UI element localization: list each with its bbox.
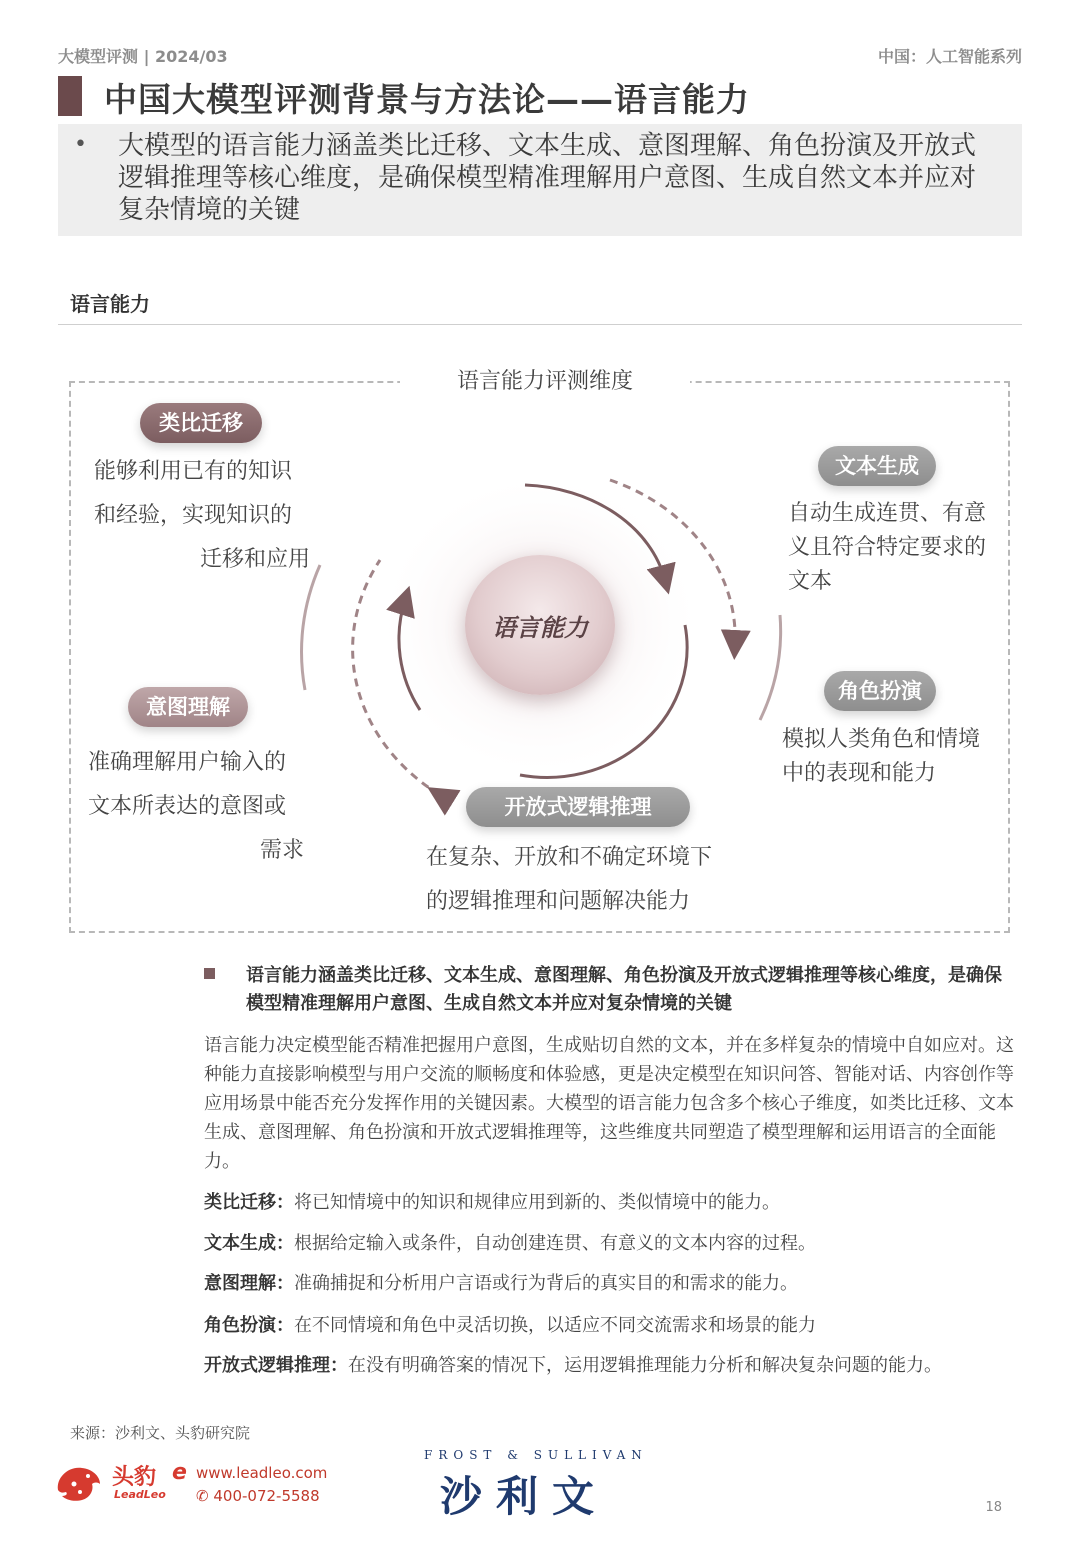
node-analogy-line: 和经验，实现知识的: [94, 503, 293, 528]
definition-desc: 将已知情境中的知识和规律应用到新的、类似情境中的能力。: [294, 1192, 780, 1213]
definition-item: [204, 1229, 1024, 1255]
frost-sullivan-wordmark: FROST & SULLIVAN: [424, 1448, 648, 1462]
definition-term: 意图理解：: [204, 1273, 294, 1294]
node-textgen-desc: [788, 497, 1008, 599]
leadleo-phone: [196, 1487, 320, 1505]
phone-icon: ✆: [196, 1487, 209, 1505]
definition-desc: 在不同情境和角色中灵活切换，以适应不同交流需求和场景的能力: [294, 1315, 816, 1336]
node-textgen-line: 自动生成连贯、有意: [788, 501, 987, 526]
frost-sullivan-cn-logo: 沙利文: [440, 1472, 609, 1521]
summary-bullet: •: [74, 132, 87, 157]
node-intent-desc: [88, 741, 304, 873]
node-roleplay-pill: 角色扮演: [824, 671, 936, 711]
node-intent-line: 文本所表达的意图或: [88, 794, 287, 819]
node-roleplay-line: 模拟人类角色和情境: [782, 727, 981, 752]
body-paragraph: 语言能力决定模型能否精准把握用户意图，生成贴切自然的文本，并在多样复杂的情境中自如应对。这种能力直接影响模型与用户交流的顺畅度和体验感，更是决定模型在知识问答、智能对话、内容创作等应用场景中能否充分发挥作用的关键因素。大模型的语言能力包含多个核心子维度，如类比迁移、文本生成、意图理解、角色扮演和开放式逻辑推理等，这些维度共同塑造了模型理解和运用语言的全面能力。: [204, 1035, 1014, 1172]
leadleo-website-link[interactable]: www.leadleo.com: [196, 1464, 328, 1482]
leopard-icon: [54, 1460, 104, 1506]
leadleo-en-name: LeadLeo: [114, 1488, 166, 1501]
key-point-square-icon: [204, 968, 215, 979]
source-note: 来源：沙利文、头豹研究院: [70, 1424, 251, 1442]
node-intent-pill: 意图理解: [128, 687, 248, 727]
leadleo-e-icon: e: [172, 1460, 187, 1485]
definition-item: [204, 1311, 1024, 1337]
node-roleplay-line: 中的表现和能力: [782, 761, 937, 786]
definition-item: [204, 1269, 1024, 1295]
definition-item: [204, 1351, 1024, 1377]
node-reasoning-desc: [426, 836, 736, 924]
node-analogy-pill: 类比迁移: [140, 403, 262, 443]
node-reasoning-line: 的逻辑推理和问题解决能力: [426, 889, 691, 914]
node-intent-line: 准确理解用户输入的: [88, 750, 287, 775]
node-analogy-desc: [94, 450, 310, 582]
definition-term: 文本生成：: [204, 1233, 294, 1254]
definition-term: 开放式逻辑推理：: [204, 1355, 348, 1376]
center-label: 语言能力: [492, 614, 588, 642]
summary-text: 大模型的语言能力涵盖类比迁移、文本生成、意图理解、角色扮演及开放式逻辑推理等核心维度，是确保模型精准理解用户意图、生成自然文本并应对复杂情境的关键: [118, 131, 977, 225]
node-intent-line: 需求: [259, 838, 304, 863]
node-analogy-line: 迁移和应用: [199, 547, 310, 572]
node-analogy-line: 能够利用已有的知识: [94, 459, 293, 484]
diagram-title: 语言能力评测维度: [400, 364, 690, 395]
definition-term: 角色扮演：: [204, 1315, 294, 1336]
section-divider: [58, 324, 1022, 325]
report-series-name: 中国：人工智能系列: [877, 47, 1022, 66]
key-point-heading: 语言能力涵盖类比迁移、文本生成、意图理解、角色扮演及开放式逻辑推理等核心维度，是确保模型精准理解用户意图、生成自然文本并应对复杂情境的关键: [246, 965, 1002, 1014]
leadleo-phone-number: 400-072-5588: [213, 1487, 320, 1505]
definition-item: [204, 1188, 1024, 1214]
definition-desc: 根据给定输入或条件，自动创建连贯、有意义的文本内容的过程。: [294, 1233, 816, 1254]
page-number: 18: [985, 1500, 1002, 1515]
node-roleplay-desc: [782, 723, 1007, 791]
node-reasoning-pill: 开放式逻辑推理: [466, 787, 690, 827]
definition-desc: 准确捕捉和分析用户言语或行为背后的真实目的和需求的能力。: [294, 1273, 798, 1294]
definition-desc: 在没有明确答案的情况下，运用逻辑推理能力分析和解决复杂问题的能力。: [348, 1355, 942, 1376]
title-accent-bar: [58, 76, 82, 116]
report-series-date: 大模型评测 | 2024/03: [58, 47, 228, 66]
definition-term: 类比迁移：: [204, 1192, 294, 1213]
node-textgen-line: 义且符合特定要求的: [788, 535, 987, 560]
node-reasoning-line: 在复杂、开放和不确定环境下: [426, 845, 713, 870]
page-title: 中国大模型评测背景与方法论——语言能力: [104, 80, 750, 119]
section-title: 语言能力: [70, 292, 150, 316]
node-textgen-pill: 文本生成: [818, 446, 936, 486]
leadleo-cn-name: 头豹: [112, 1465, 157, 1490]
node-textgen-line: 文本: [788, 569, 833, 594]
